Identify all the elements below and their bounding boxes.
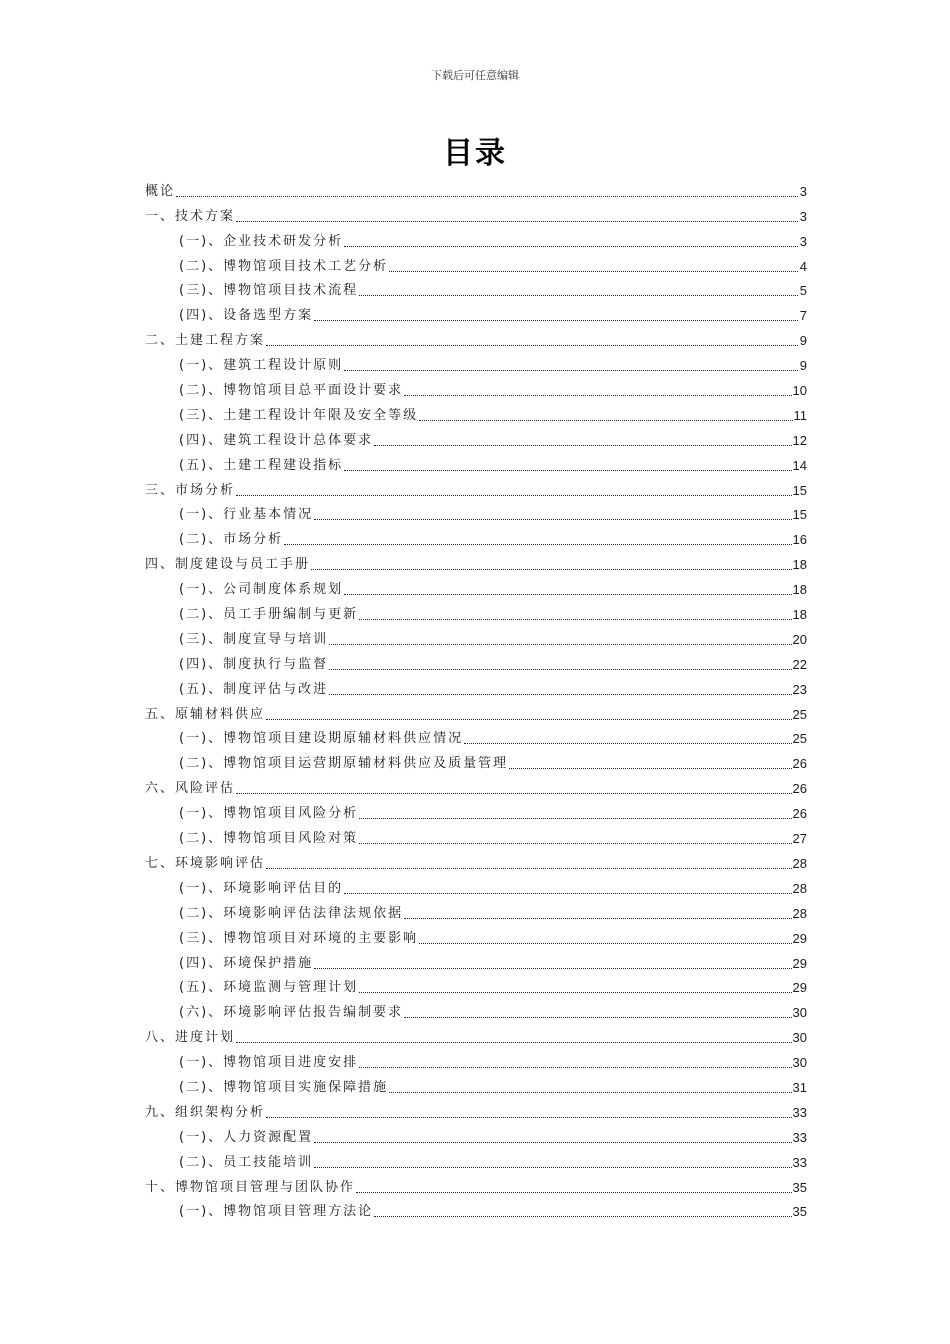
toc-entry-label: 八、进度计划 — [145, 1030, 236, 1046]
toc-entry[interactable] — [145, 1172, 807, 1197]
toc-entry-label: (二)、博物馆项目实施保障措施 — [179, 1079, 389, 1095]
toc-entry-page: 7 — [799, 308, 807, 324]
toc-entry[interactable] — [145, 1022, 807, 1047]
toc-entry-page: 3 — [799, 208, 807, 224]
toc-entry-label: (二)、博物馆项目技术工艺分析 — [179, 258, 389, 274]
toc-entry-page: 35 — [792, 1179, 807, 1195]
page-title: 目录 — [443, 136, 507, 171]
dot-leader — [176, 195, 798, 197]
dot-leader — [356, 1191, 792, 1193]
toc-entry-page: 33 — [792, 1104, 807, 1120]
toc-entry[interactable] — [145, 948, 807, 973]
toc-entry-page: 30 — [792, 1055, 807, 1071]
toc-entry-page: 18 — [792, 607, 807, 623]
toc-entry[interactable] — [145, 748, 807, 773]
toc-entry-label: (四)、环境保护措施 — [179, 955, 314, 971]
toc-entry[interactable] — [145, 300, 807, 325]
dot-leader — [266, 867, 792, 869]
toc-entry-label: (五)、土建工程建设指标 — [179, 457, 344, 473]
toc-entry[interactable] — [145, 873, 807, 898]
dot-leader — [236, 494, 792, 496]
dot-leader — [389, 1091, 791, 1093]
toc-entry-label: (二)、环境影响评估法律法规依据 — [179, 905, 404, 921]
toc-entry[interactable] — [145, 848, 807, 873]
toc-entry[interactable] — [145, 1097, 807, 1122]
dot-leader — [266, 718, 792, 720]
dot-leader — [329, 693, 791, 695]
toc-entry-page: 20 — [792, 631, 807, 647]
dot-leader — [314, 1141, 791, 1143]
toc-entry-label: (四)、设备选型方案 — [179, 308, 314, 324]
toc-entry[interactable] — [145, 450, 807, 475]
toc-entry-page: 12 — [792, 432, 807, 448]
dot-leader — [329, 643, 791, 645]
toc-entry-page: 15 — [792, 482, 807, 498]
toc-entry-page: 30 — [792, 1030, 807, 1046]
toc-entry[interactable] — [145, 1197, 807, 1222]
toc-entry-page: 3 — [799, 183, 807, 199]
toc-entry-label: (二)、员工手册编制与更新 — [179, 607, 359, 623]
toc-entry[interactable] — [145, 549, 807, 574]
toc-entry-label: (一)、博物馆项目风险分析 — [179, 806, 359, 822]
toc-entry-page: 29 — [792, 930, 807, 946]
toc-entry[interactable] — [145, 699, 807, 724]
dot-leader — [359, 842, 791, 844]
toc-entry-label: 概论 — [145, 183, 176, 199]
toc-entry-label: (一)、博物馆项目建设期原辅材料供应情况 — [179, 731, 464, 747]
dot-leader — [236, 1041, 792, 1043]
toc-entry-label: (四)、建筑工程设计总体要求 — [179, 432, 374, 448]
toc-entry-label: 五、原辅材料供应 — [145, 706, 266, 722]
toc-entry-page: 18 — [792, 582, 807, 598]
dot-leader — [236, 792, 792, 794]
toc-entry-label: (一)、博物馆项目进度安排 — [179, 1055, 359, 1071]
toc-entry-label: 三、市场分析 — [145, 482, 236, 498]
toc-entry[interactable] — [145, 898, 807, 923]
dot-leader — [374, 444, 791, 446]
dot-leader — [311, 568, 792, 570]
dot-leader — [344, 469, 791, 471]
toc-entry-label: 七、环境影响评估 — [145, 855, 266, 871]
toc-entry-page: 15 — [792, 507, 807, 523]
dot-leader — [314, 967, 791, 969]
dot-leader — [344, 369, 798, 371]
toc-entry[interactable] — [145, 649, 807, 674]
toc-entry-label: (一)、人力资源配置 — [179, 1129, 314, 1145]
toc-entry[interactable] — [145, 251, 807, 276]
dot-leader — [359, 991, 791, 993]
table-of-contents — [145, 176, 807, 1221]
toc-entry[interactable] — [145, 350, 807, 375]
toc-entry[interactable] — [145, 524, 807, 549]
dot-leader — [329, 668, 791, 670]
dot-leader — [374, 1215, 791, 1217]
toc-entry-page: 35 — [792, 1204, 807, 1220]
toc-entry-page: 28 — [792, 855, 807, 871]
toc-entry-page: 3 — [799, 233, 807, 249]
toc-entry[interactable] — [145, 176, 807, 201]
toc-entry-label: 二、土建工程方案 — [145, 333, 266, 349]
dot-leader — [284, 543, 791, 545]
toc-entry-label: 四、制度建设与员工手册 — [145, 557, 311, 573]
toc-entry-label: (一)、建筑工程设计原则 — [179, 358, 344, 374]
toc-entry-page: 28 — [792, 880, 807, 896]
toc-entry-label: (二)、博物馆项目总平面设计要求 — [179, 383, 404, 399]
toc-entry[interactable] — [145, 400, 807, 425]
dot-leader — [266, 1116, 792, 1118]
toc-entry-page: 33 — [792, 1154, 807, 1170]
toc-entry-label: (二)、市场分析 — [179, 532, 284, 548]
dot-leader — [236, 220, 798, 222]
toc-entry[interactable] — [145, 325, 807, 350]
dot-leader — [509, 767, 791, 769]
toc-entry[interactable] — [145, 973, 807, 998]
toc-entry-page: 10 — [792, 383, 807, 399]
toc-entry-label: (一)、公司制度体系规划 — [179, 582, 344, 598]
toc-entry-label: (五)、制度评估与改进 — [179, 681, 329, 697]
toc-entry-page: 28 — [792, 905, 807, 921]
toc-entry-page: 18 — [792, 557, 807, 573]
toc-entry[interactable] — [145, 823, 807, 848]
dot-leader — [344, 245, 798, 247]
toc-entry-label: (二)、博物馆项目风险对策 — [179, 831, 359, 847]
toc-entry[interactable] — [145, 997, 807, 1022]
toc-entry-label: (三)、制度宣导与培训 — [179, 631, 329, 647]
dot-leader — [404, 1016, 791, 1018]
toc-entry-page: 23 — [792, 681, 807, 697]
toc-entry-page: 11 — [793, 407, 807, 423]
toc-entry-label: (五)、环境监测与管理计划 — [179, 980, 359, 996]
toc-entry[interactable] — [145, 1147, 807, 1172]
dot-leader — [314, 319, 798, 321]
toc-entry-label: 一、技术方案 — [145, 208, 236, 224]
toc-entry[interactable] — [145, 724, 807, 749]
toc-entry-page: 30 — [792, 1005, 807, 1021]
toc-entry-page: 33 — [792, 1129, 807, 1145]
toc-entry-page: 29 — [792, 980, 807, 996]
toc-entry-label: (六)、环境影响评估报告编制要求 — [179, 1005, 404, 1021]
dot-leader — [266, 344, 798, 346]
dot-leader — [419, 419, 792, 421]
toc-entry-page: 4 — [799, 258, 807, 274]
toc-entry-page: 27 — [792, 831, 807, 847]
toc-entry[interactable] — [145, 574, 807, 599]
dot-leader — [359, 1066, 791, 1068]
toc-entry-page: 26 — [792, 756, 807, 772]
dot-leader — [404, 394, 791, 396]
toc-entry-page: 25 — [792, 706, 807, 722]
dot-leader — [344, 593, 791, 595]
dot-leader — [344, 892, 791, 894]
toc-entry-label: (二)、博物馆项目运营期原辅材料供应及质量管理 — [179, 756, 509, 772]
dot-leader — [359, 618, 791, 620]
toc-entry-label: (三)、博物馆项目技术流程 — [179, 283, 359, 299]
toc-entry-page: 22 — [792, 656, 807, 672]
toc-entry-page: 29 — [792, 955, 807, 971]
toc-entry[interactable] — [145, 500, 807, 525]
dot-leader — [359, 294, 798, 296]
toc-entry[interactable] — [145, 798, 807, 823]
toc-entry-label: (三)、博物馆项目对环境的主要影响 — [179, 930, 419, 946]
dot-leader — [314, 518, 791, 520]
dot-leader — [404, 917, 791, 919]
toc-entry-label: (一)、企业技术研发分析 — [179, 233, 344, 249]
toc-entry[interactable] — [145, 375, 807, 400]
toc-entry-page: 25 — [792, 731, 807, 747]
toc-entry-page: 14 — [792, 457, 807, 473]
toc-entry-page: 16 — [792, 532, 807, 548]
header-note: 下载后可任意编辑 — [431, 69, 519, 82]
toc-entry[interactable] — [145, 624, 807, 649]
toc-entry[interactable] — [145, 1122, 807, 1147]
dot-leader — [314, 1166, 791, 1168]
toc-entry-label: (四)、制度执行与监督 — [179, 656, 329, 672]
toc-entry[interactable] — [145, 923, 807, 948]
toc-entry-label: 九、组织架构分析 — [145, 1104, 266, 1120]
toc-entry-label: (一)、行业基本情况 — [179, 507, 314, 523]
toc-entry[interactable] — [145, 674, 807, 699]
toc-entry[interactable] — [145, 599, 807, 624]
toc-entry[interactable] — [145, 475, 807, 500]
toc-entry-page: 26 — [792, 806, 807, 822]
toc-entry-label: (二)、员工技能培训 — [179, 1154, 314, 1170]
toc-entry-page: 9 — [799, 358, 807, 374]
toc-entry[interactable] — [145, 226, 807, 251]
toc-entry[interactable] — [145, 1072, 807, 1097]
toc-entry[interactable] — [145, 201, 807, 226]
toc-entry[interactable] — [145, 276, 807, 301]
toc-entry[interactable] — [145, 1047, 807, 1072]
toc-entry[interactable] — [145, 773, 807, 798]
toc-entry-label: (三)、土建工程设计年限及安全等级 — [179, 407, 419, 423]
toc-entry-label: 六、风险评估 — [145, 781, 236, 797]
dot-leader — [359, 817, 791, 819]
dot-leader — [419, 942, 791, 944]
toc-entry-label: (一)、博物馆项目管理方法论 — [179, 1204, 374, 1220]
toc-entry-label: 十、博物馆项目管理与团队协作 — [145, 1179, 356, 1195]
toc-entry-page: 26 — [792, 781, 807, 797]
toc-entry-page: 5 — [799, 283, 807, 299]
toc-entry-page: 9 — [799, 333, 807, 349]
toc-entry-page: 31 — [792, 1079, 807, 1095]
toc-entry-label: (一)、环境影响评估目的 — [179, 880, 344, 896]
toc-entry[interactable] — [145, 425, 807, 450]
dot-leader — [389, 270, 798, 272]
dot-leader — [464, 742, 791, 744]
